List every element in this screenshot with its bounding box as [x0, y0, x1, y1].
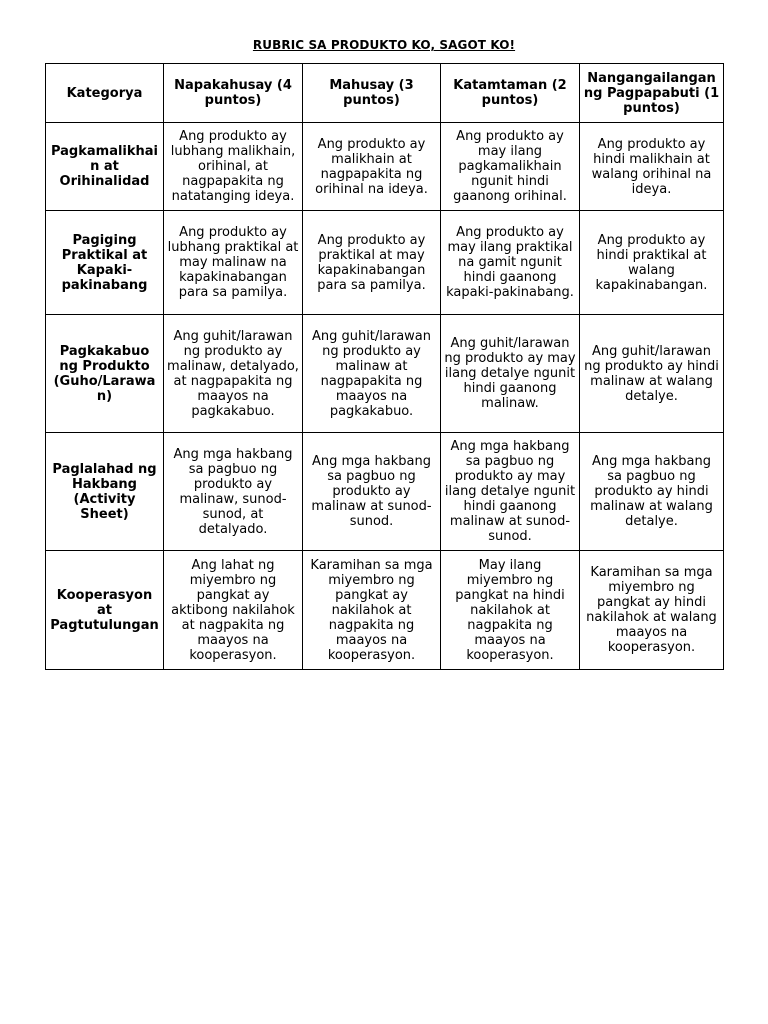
rubric-cell: Ang guhit/larawan ng produkto ay malinaw at nagpapakita ng maayos na pagkakabuo.: [303, 315, 441, 433]
header-nangangailangan: Nangangailangan ng Pagpapabuti (1 puntos): [580, 64, 724, 123]
header-katamtaman: Katamtaman (2 puntos): [441, 64, 580, 123]
rubric-cell: Ang mga hakbang sa pagbuo ng produkto ay malinaw, sunod-sunod, at detalyado.: [164, 433, 303, 551]
category-cell: Pagiging Praktikal at Kapaki-pakinabang: [46, 211, 164, 315]
rubric-cell: Ang produkto ay hindi praktikal at walang kapakinabangan.: [580, 211, 724, 315]
category-cell: Paglalahad ng Hakbang (Activity Sheet): [46, 433, 164, 551]
header-kategorya: Kategorya: [46, 64, 164, 123]
table-row: [46, 551, 724, 670]
rubric-cell: Ang lahat ng miyembro ng pangkat ay aktibong nakilahok at nagpakita ng maayos na kooperasyon.: [164, 551, 303, 670]
header-mahusay: Mahusay (3 puntos): [303, 64, 441, 123]
rubric-cell: Ang guhit/larawan ng produkto ay hindi malinaw at walang detalye.: [580, 315, 724, 433]
header-napakahusay: Napakahusay (4 puntos): [164, 64, 303, 123]
rubric-cell: Ang guhit/larawan ng produkto ay may ilang detalye ngunit hindi gaanong malinaw.: [441, 315, 580, 433]
rubric-cell: May ilang miyembro ng pangkat na hindi nakilahok at nagpakita ng maayos na kooperasyon.: [441, 551, 580, 670]
table-row: [46, 433, 724, 551]
rubric-cell: Ang guhit/larawan ng produkto ay malinaw, detalyado, at nagpapakita ng maayos na pagkakabuo.: [164, 315, 303, 433]
rubric-cell: Ang produkto ay praktikal at may kapakinabangan para sa pamilya.: [303, 211, 441, 315]
category-cell: Pagkamalikhain at Orihinalidad: [46, 123, 164, 211]
table-row: [46, 123, 724, 211]
rubric-table: [45, 63, 724, 670]
rubric-cell: Ang produkto ay malikhain at nagpapakita ng orihinal na ideya.: [303, 123, 441, 211]
rubric-cell: Ang produkto ay may ilang praktikal na gamit ngunit hindi gaanong kapaki-pakinabang.: [441, 211, 580, 315]
header-row: [46, 64, 724, 123]
rubric-cell: Ang produkto ay lubhang malikhain, orihinal, at nagpapakita ng natatanging ideya.: [164, 123, 303, 211]
rubric-cell: Ang produkto ay lubhang praktikal at may malinaw na kapakinabangan para sa pamilya.: [164, 211, 303, 315]
category-cell: Kooperasyon at Pagtutulungan: [46, 551, 164, 670]
rubric-cell: Karamihan sa mga miyembro ng pangkat ay hindi nakilahok at walang maayos na kooperasyon.: [580, 551, 724, 670]
table-row: [46, 315, 724, 433]
category-cell: Pagkakabuo ng Produkto (Guho/Larawan): [46, 315, 164, 433]
rubric-cell: Ang mga hakbang sa pagbuo ng produkto ay may ilang detalye ngunit hindi gaanong malinaw at sunod-sunod.: [441, 433, 580, 551]
table-row: [46, 211, 724, 315]
rubric-cell: Ang produkto ay may ilang pagkamalikhain ngunit hindi gaanong orihinal.: [441, 123, 580, 211]
rubric-cell: Ang mga hakbang sa pagbuo ng produkto ay malinaw at sunod-sunod.: [303, 433, 441, 551]
rubric-cell: Karamihan sa mga miyembro ng pangkat ay nakilahok at nagpakita ng maayos na kooperasyon.: [303, 551, 441, 670]
rubric-cell: Ang produkto ay hindi malikhain at walang orihinal na ideya.: [580, 123, 724, 211]
page-title: RUBRIC SA PRODUKTO KO, SAGOT KO!: [252, 38, 516, 52]
rubric-cell: Ang mga hakbang sa pagbuo ng produkto ay hindi malinaw at walang detalye.: [580, 433, 724, 551]
